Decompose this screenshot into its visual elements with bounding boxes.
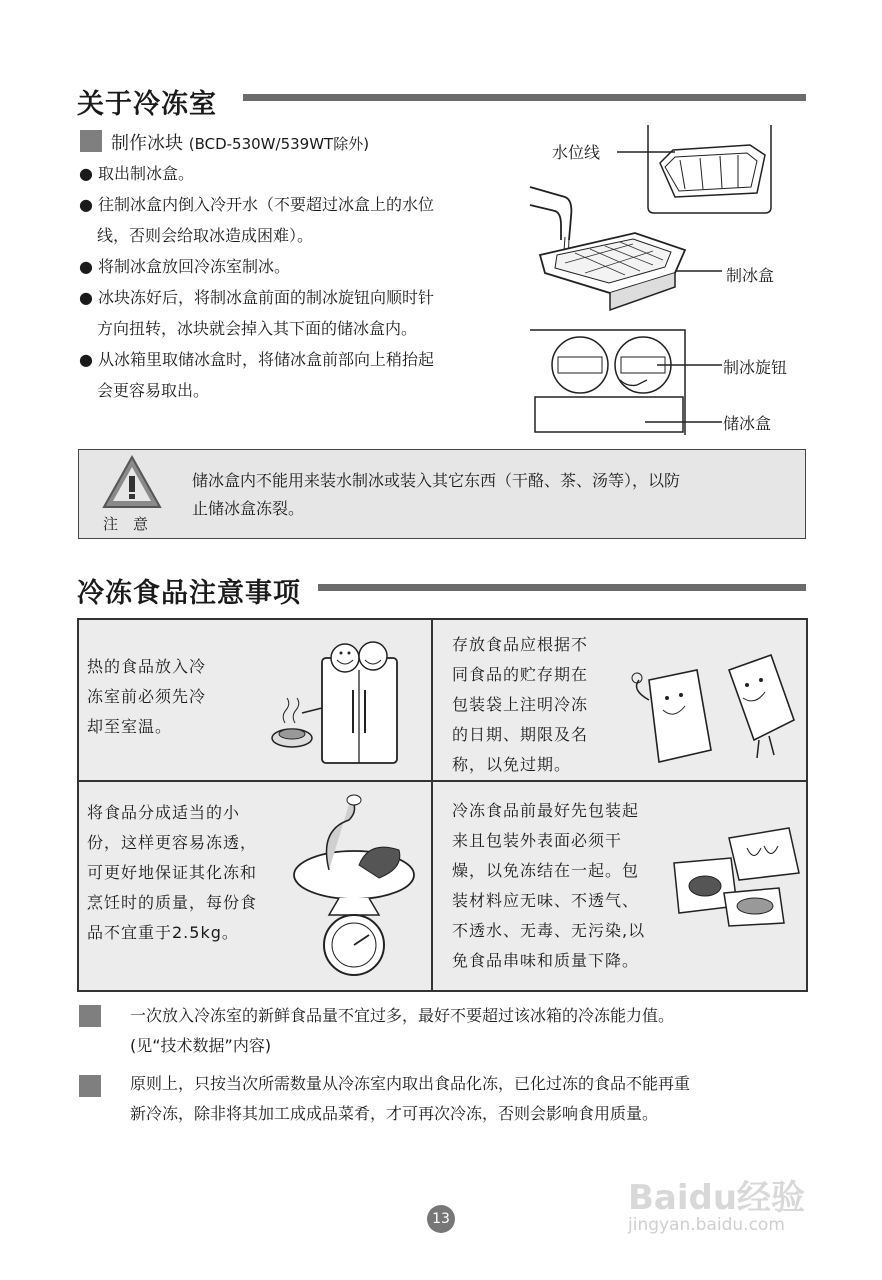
label-water-line: 水位线: [552, 143, 601, 162]
note-fresh-food-amount: 一次放入冷冻室的新鲜食品量不宜过多，最好不要超过该冰箱的冷冻能力值。 (见“技术数据”内容): [130, 1006, 675, 1055]
list-item: ● 冰块冻好后，将制冰盒前面的制冰旋钮向顺时针: [79, 288, 435, 307]
tip-wrap-food: 冷冻食品前最好先包装起 来且包装外表面必须干 燥，以免冻结在一起。包 装材料应无味、不透气、 不透水、无毒、无污染,以 免食品串味和质量下降。: [452, 801, 646, 970]
note-thaw-refreeze: 原则上，只按当次所需数量从冷冻室内取出食品化冻，已化过冻的食品不能再重 新冷冻，除非将其加工成成品菜肴，才可再次冷冻，否则会影响食用质量。: [130, 1074, 691, 1123]
section-title-frozen-food: 冷冻食品注意事项: [77, 578, 301, 609]
label-ice-box: 储冰盒: [723, 414, 772, 433]
section-title-rule: [243, 94, 806, 101]
tip-cool-hot-food: 热的食品放入冷 冻室前必须先冷 却至室温。: [87, 657, 207, 736]
subheading-ice-making: 制作冰块 (BCD-530W/539WT除外): [111, 133, 370, 154]
label-ice-tray: 制冰盒: [726, 266, 775, 285]
list-item: ● 从冰箱里取储冰盒时，将储冰盒前部向上稍抬起: [79, 350, 435, 369]
square-bullet-icon: [79, 1075, 101, 1097]
wrapped-food-illustration: [669, 818, 804, 928]
page-number: 13: [427, 1205, 455, 1233]
caution-label: 注 意: [103, 515, 149, 533]
ice-making-steps: ● 取出制冰盒。 ● 往制冰盒内倒入冷开水（不要超过冰盒上的水位 线，否则会给取冰造成困难）。 ● 将制冰盒放回冷冻室制冰。 ● 冰块冻好后，将制冰盒前面的制冰旋钮向顺时针 方向扭转，冰块就会掉入其下面的储冰盒内。 ● 从冰箱里取储冰盒时，将储冰盒前部向上稍抬起 会更容易取出。: [79, 158, 509, 406]
list-item: ● 将制冰盒放回冷冻室制冰。: [79, 257, 291, 276]
food-scale-illustration: [289, 790, 419, 980]
caution-box: [78, 449, 806, 539]
watermark-url: jingyan.baidu.com: [628, 1215, 785, 1235]
tip-label-packages: 存放食品应根据不 同食品的贮存期在 包装袋上注明冷冻 的日期、期限及名 称，以免过期。: [452, 635, 589, 774]
frozen-food-tips-grid: [77, 618, 808, 992]
square-bullet-icon: [79, 1005, 101, 1027]
tip-split-portions: 将食品分成适当的小 份，这样更容易冻透， 可更好地保证其化冻和 烹饪时的质量，每份食 品不宜重于2.5kg。: [87, 803, 258, 942]
section-title-freezer: 关于冷冻室: [77, 89, 217, 120]
caution-text: 储冰盒内不能用来装水制冰或装入其它东西（干酪、茶、汤等），以防 止储冰盒冻裂。: [192, 471, 681, 518]
square-bullet-icon: [80, 130, 102, 152]
section-title-rule: [318, 584, 806, 591]
list-item: ● 取出制冰盒。: [79, 164, 195, 183]
food-bag-characters-illustration: [619, 640, 799, 770]
watermark-brand: Baidu经验: [628, 1178, 806, 1218]
label-ice-knob: 制冰旋钮: [723, 358, 788, 377]
warning-triangle-icon: [101, 454, 163, 510]
list-item: ● 往制冰盒内倒入冷开水（不要超过冰盒上的水位: [79, 195, 435, 214]
fridge-illustration: [267, 638, 402, 768]
